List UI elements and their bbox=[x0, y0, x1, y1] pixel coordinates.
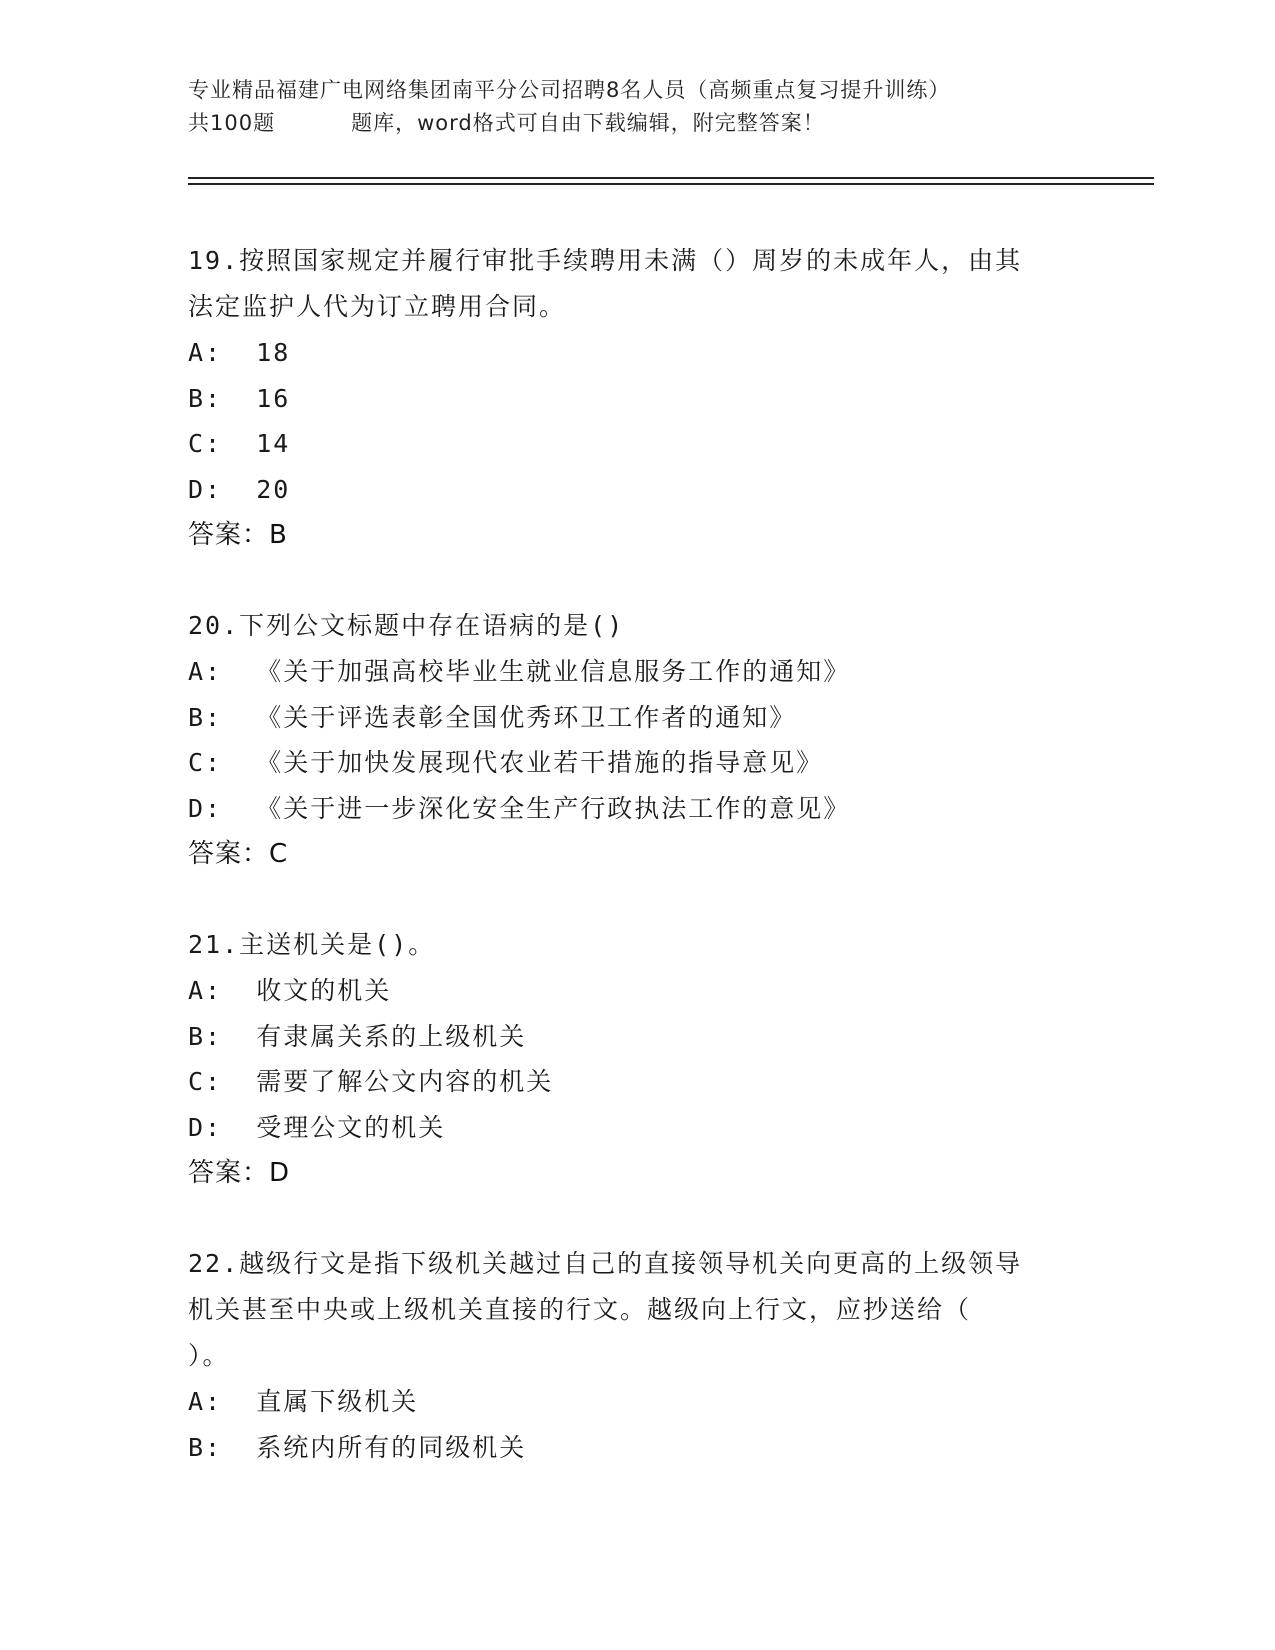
question-option: B: 16 bbox=[188, 383, 291, 413]
question-item bbox=[188, 603, 1088, 877]
question-item bbox=[188, 1241, 1088, 1470]
question-option: C: 《关于加快发展现代农业若干措施的指导意见》 bbox=[188, 748, 824, 777]
question-stem-line: 21.主送机关是()。 bbox=[188, 930, 436, 959]
question-option: B: 系统内所有的同级机关 bbox=[188, 1432, 527, 1462]
question-list bbox=[188, 238, 1088, 1515]
question-stem-line: 机关甚至中央或上级机关直接的行文。越级向上行文，应抄送给（ bbox=[188, 1295, 972, 1324]
question-option: D: 受理公文的机关 bbox=[188, 1112, 446, 1142]
question-option: D: 《关于进一步深化安全生产行政执法工作的意见》 bbox=[188, 793, 851, 823]
question-answer: 答案：B bbox=[188, 520, 288, 550]
question-option: A: 收文的机关 bbox=[188, 976, 392, 1005]
question-stem-line: 法定监护人代为订立聘用合同。 bbox=[188, 292, 567, 321]
question-option: A: 18 bbox=[188, 338, 291, 367]
document-header bbox=[188, 74, 1088, 140]
question-stem-line: 19.按照国家规定并履行审批手续聘用未满（）周岁的未成年人，由其 bbox=[188, 246, 1023, 275]
header-rule-top bbox=[188, 177, 1154, 179]
question-item bbox=[188, 922, 1088, 1196]
question-stem-line: 20.下列公文标题中存在语病的是() bbox=[188, 611, 625, 640]
header-rule-bottom bbox=[188, 183, 1154, 185]
question-stem-line: ）。 bbox=[188, 1341, 230, 1370]
question-option: C: 14 bbox=[188, 429, 291, 458]
header-description: 题库，word格式可自由下载编辑，附完整答案！ bbox=[351, 111, 825, 135]
question-item bbox=[188, 238, 1088, 558]
question-stem-line: 22.越级行文是指下级机关越过自己的直接领导机关向更高的上级领导 bbox=[188, 1249, 1023, 1278]
header-title: 专业精品福建广电网络集团南平分公司招聘8名人员（高频重点复习提升训练） bbox=[188, 78, 951, 102]
question-option: A: 直属下级机关 bbox=[188, 1387, 419, 1416]
header-question-count: 共100题 bbox=[188, 111, 276, 135]
question-option: B: 《关于评选表彰全国优秀环卫工作者的通知》 bbox=[188, 702, 797, 732]
header-subtitle bbox=[188, 107, 1088, 140]
question-answer: 答案：D bbox=[188, 1158, 291, 1188]
question-answer: 答案：C bbox=[188, 839, 289, 869]
question-option: B: 有隶属关系的上级机关 bbox=[188, 1021, 527, 1051]
question-option: C: 需要了解公文内容的机关 bbox=[188, 1067, 554, 1096]
question-option: D: 20 bbox=[188, 474, 291, 504]
question-option: A: 《关于加强高校毕业生就业信息服务工作的通知》 bbox=[188, 657, 851, 686]
